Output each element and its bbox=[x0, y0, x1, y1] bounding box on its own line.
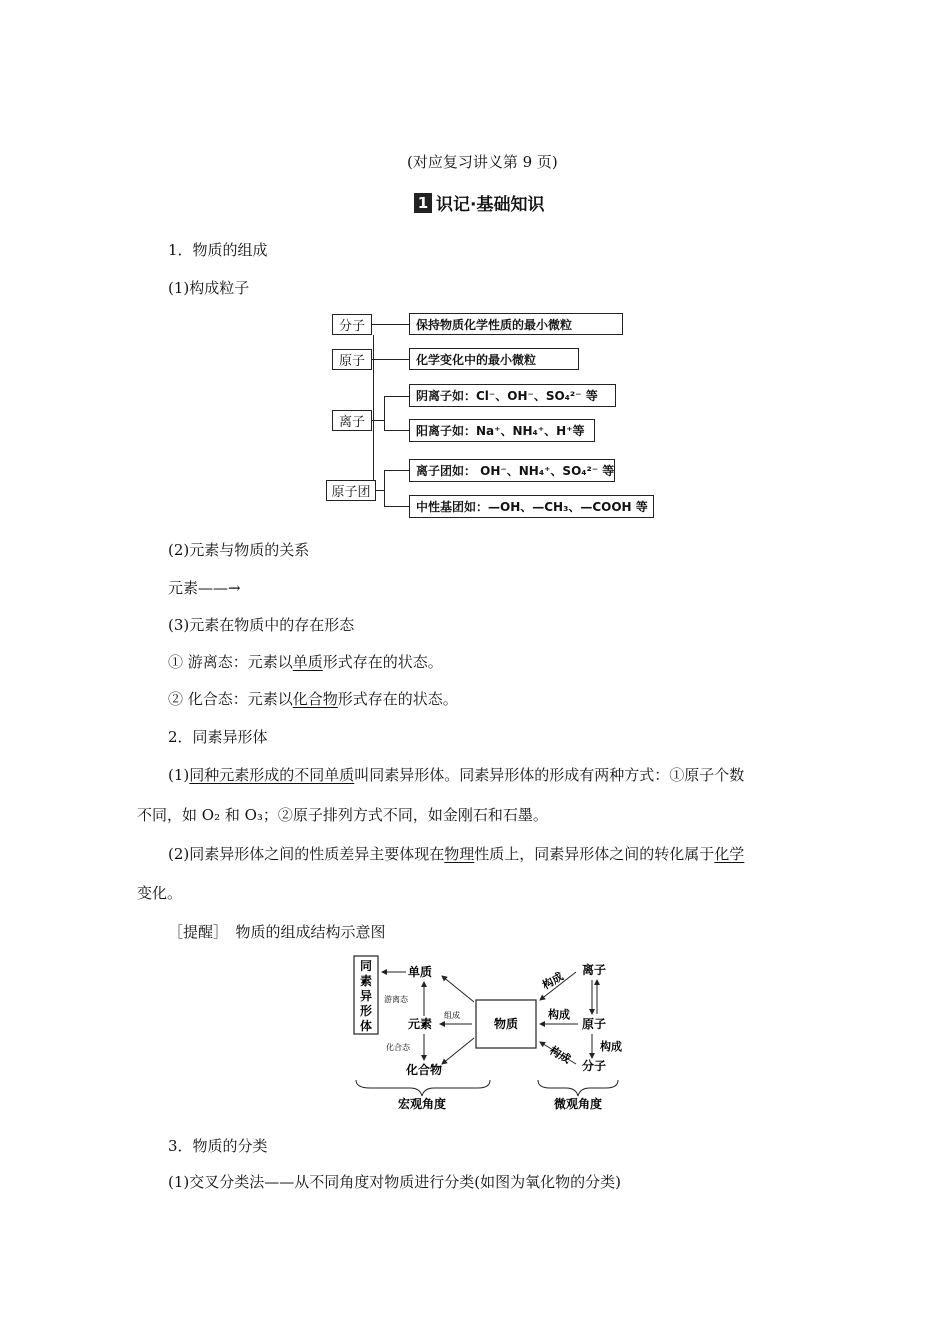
molecule-desc: 保持物质化学性质的最小微粒 bbox=[409, 313, 623, 335]
atom-label: 原子 bbox=[332, 349, 372, 370]
combined-state-label: 化合态 bbox=[386, 1043, 410, 1052]
s2-p2-line2: 变化。 bbox=[137, 884, 183, 902]
s2-p2-underlined-2: 化学 bbox=[714, 845, 745, 863]
s2-p2-mid: 性质上，同素异形体之间的转化属于 bbox=[474, 845, 715, 863]
s1-title: 1．物质的组成 bbox=[168, 241, 268, 259]
form-label-1: 构成 bbox=[540, 969, 566, 993]
s2-p1-pre: (1) bbox=[168, 766, 190, 784]
atom-node: 原子 bbox=[582, 1017, 607, 1031]
s2-p1-line2: 不同，如 O₂ 和 O₃；②原子排列方式不同，如金刚石和石墨。 bbox=[137, 806, 548, 824]
heading-number: 1 bbox=[414, 193, 432, 213]
free-state-line bbox=[168, 652, 443, 672]
combined-pre: ② 化合态：元素以 bbox=[168, 690, 293, 708]
free-pre: ① 游离态：元素以 bbox=[168, 653, 293, 671]
combined-underlined: 化合物 bbox=[292, 690, 338, 708]
molecule-label: 分子 bbox=[332, 314, 372, 335]
combined-post: 形式存在的状态。 bbox=[337, 690, 458, 708]
tip-line: ［提醒］ 物质的组成结构示意图 bbox=[168, 923, 386, 941]
compound-label: 化合物 bbox=[406, 1063, 443, 1077]
s1-p2-line: 元素——→ bbox=[168, 579, 241, 597]
allotrope-label: 同素异形体 bbox=[360, 959, 373, 1033]
s2-title: 2．同素异形体 bbox=[168, 728, 268, 746]
reference-note: (对应复习讲义第 9 页) bbox=[407, 153, 558, 171]
s2-p2-pre: (2)同素异形体之间的性质差异主要体现在 bbox=[168, 845, 445, 863]
s1-p2: (2)元素与物质的关系 bbox=[168, 541, 310, 559]
anion-box: 阴离子如：Cl⁻、OH⁻、SO₄²⁻ 等 bbox=[409, 384, 616, 407]
element-label: 元素 bbox=[408, 1017, 433, 1031]
cation-box: 阳离子如：Na⁺、NH₄⁺、H⁺等 bbox=[409, 419, 595, 442]
free-post: 形式存在的状态。 bbox=[322, 653, 443, 671]
form-label-2: 构成 bbox=[548, 1008, 570, 1021]
ion-node: 离子 bbox=[582, 963, 607, 977]
atom-desc: 化学变化中的最小微粒 bbox=[409, 348, 579, 370]
s2-p1-post: 叫同素异形体。同素异形体的形成有两种方式：①原子个数 bbox=[354, 766, 745, 784]
s3-title: 3．物质的分类 bbox=[168, 1137, 268, 1155]
simple-substance: 单质 bbox=[408, 965, 433, 979]
molecule-node: 分子 bbox=[582, 1059, 607, 1073]
s2-p1-underlined: 同种元素形成的不同单质 bbox=[189, 766, 355, 784]
s2-p2-underlined-1: 物理 bbox=[444, 845, 475, 863]
micro-label: 微观角度 bbox=[554, 1097, 603, 1111]
s2-p2 bbox=[168, 844, 744, 864]
s1-p1: (1)构成粒子 bbox=[168, 279, 250, 297]
free-state-label: 游离态 bbox=[384, 995, 408, 1004]
heading-text: 识记·基础知识 bbox=[436, 195, 545, 215]
macro-label: 宏观角度 bbox=[398, 1097, 447, 1111]
composition-diagram bbox=[350, 952, 640, 1112]
compose-small-label: 组成 bbox=[444, 1011, 460, 1020]
form-label-4: 构成 bbox=[600, 1040, 622, 1053]
ion-label: 离子 bbox=[332, 410, 372, 431]
group-label: 原子团 bbox=[326, 480, 376, 501]
free-underlined: 单质 bbox=[292, 653, 323, 671]
neutral-group-box: 中性基团如：—OH、—CH₃、—COOH 等 bbox=[409, 495, 654, 518]
s3-p1: (1)交叉分类法——从不同角度对物质进行分类(如图为氧化物的分类) bbox=[168, 1173, 621, 1191]
substance-label: 物质 bbox=[494, 1017, 519, 1031]
combined-state-line bbox=[168, 689, 458, 709]
ion-group-box: 离子团如： OH⁻、NH₄⁺、SO₄²⁻ 等 bbox=[409, 459, 615, 482]
section-heading bbox=[414, 190, 544, 215]
s2-p1 bbox=[168, 765, 744, 785]
s1-p3: (3)元素在物质中的存在形态 bbox=[168, 616, 355, 634]
form-label-3: 构成 bbox=[547, 1043, 573, 1067]
